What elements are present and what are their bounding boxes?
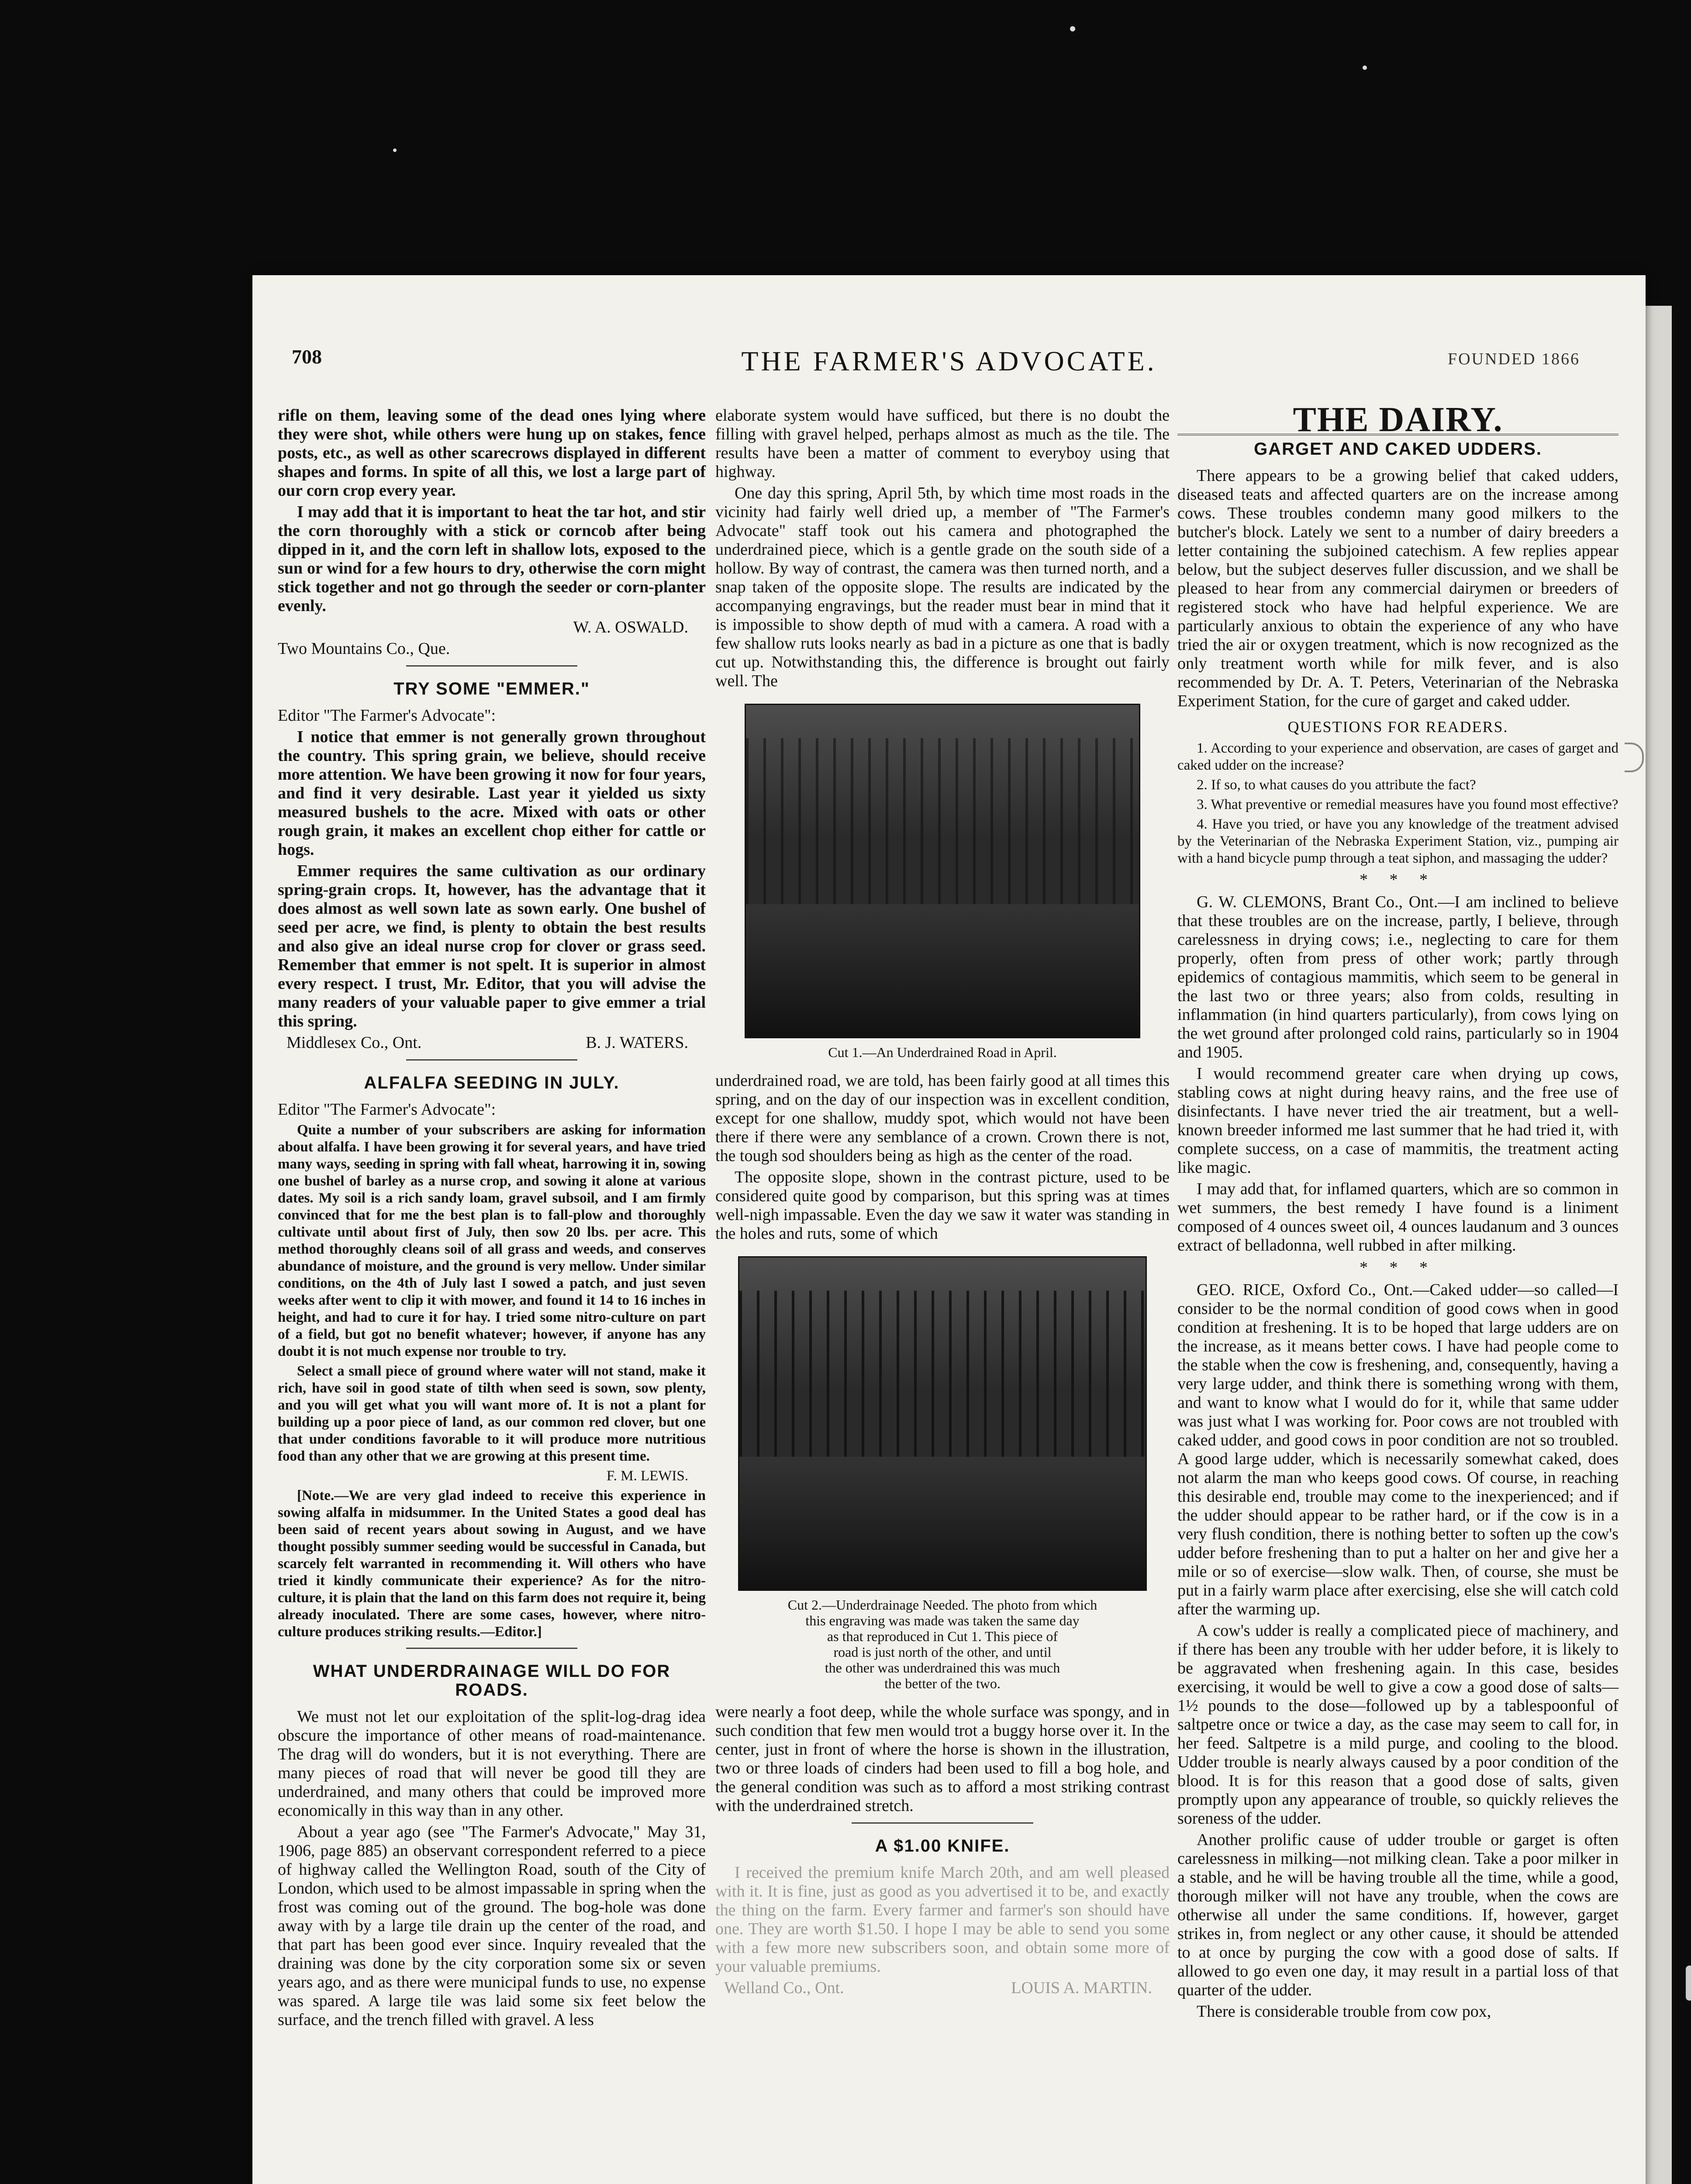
heading-alfalfa: ALFALFA SEEDING IN JULY. xyxy=(364,1073,620,1092)
questions-list xyxy=(1177,740,1619,867)
paragraph: One day this spring, April 5th, by which time most roads in the vicinity had fairly well dried up, a member of "The Farmer's Advocate" staff took out his camera and photographed the underdrained piece, which is a gentle grade on the south side of a hollow. By way of contrast, the camera was then turned north, and a snap taken of the opposite slope. The results are indicated by the accompanying engravings, but the reader must bear in mind that it is impossible to show depth of mud with a camera. A road with a few shallow ruts looks nearly as bad in a picture as one that is badly cut up. Notwithstanding this, the difference is brought out fairly well. The xyxy=(715,484,1170,690)
photo-caption xyxy=(715,1044,1170,1060)
paragraph: I may add that it is important to heat the tar hot, and stir the corn thoroughly with a stick or corncob after being dipped in it, and the corn left in shallow lots, exposed to the sun or wind for a few hours to dry, otherwise the corn might stick together and not go through the seeder or corn-planter evenly. xyxy=(278,503,706,615)
paragraph: A cow's udder is really a complicated piece of machinery, and if there has been any trouble with her udder before, it is likely to be aggravated when freshening again. In this case, besides exercising, it would be well to give a cow a good dose of salts—1½ pounds to the dose—followed up by a tablespoonful of saltpetre once or twice a day, as the case may seem to call for, in her feed. Saltpetre is a mild purge, and cooling to the blood. Udder trouble is nearly always caused by a poor condition of the blood. It is for this reason that a good dose of salts, given promptly upon any appearance of trouble, so quickly relieves the soreness of the udder. xyxy=(1177,1621,1619,1828)
caption-line: the better of the two. xyxy=(884,1676,1001,1691)
paragraph: I may add that, for inflamed quarters, which are so common in wet summers, the best remedy I have found is a liniment composed of 4 ounces sweet oil, 4 ounces laudanum and 3 ounces extract of belladonna, well rubbed in after milking. xyxy=(1177,1180,1619,1254)
paragraph: were nearly a foot deep, while the whole surface was spongy, and in such condition that few men would trot a buggy horse over it. In the center, just in front of where the horse is shown in the illustration, two or three loads of cinders had been used to fill a bog hole, and the general condition was such as to afford a most striking contrast with the underdrained stretch. xyxy=(715,1703,1170,1815)
signature-place: Middlesex Co., Ont. xyxy=(286,1033,422,1052)
signature-row xyxy=(278,1033,706,1052)
film-speck xyxy=(1070,26,1075,31)
page-title: THE FARMER'S ADVOCATE. xyxy=(741,346,1157,377)
road-photo-cut-2 xyxy=(738,1256,1147,1591)
heading-underdrainage: WHAT UNDERDRAINAGE WILL DO FOR ROADS. xyxy=(313,1662,671,1700)
paragraph: There appears to be a growing belief that caked udders, diseased teats and affected quarters are on the increase among cows. These troubles condemn many good milkers to the butcher's block. Lately we sent to a number of dairy breeders a letter containing the subjoined catechism. A few replies appear below, but the subject deserves fuller discussion, and we shall be pleased to hear from any commercial dairymen or breeders of registered stock who have had helpful experience. We are particularly anxious to obtain the experience of any who have tried the air or oxygen treatment, which is now recognized as the only treatment worth while for milk fever, and is also recommended by Dr. A. T. Peters, Veterinarian of the Nebraska Experiment Station, for the cure of garget and caked udder. xyxy=(1177,467,1619,710)
signature: LOUIS A. MARTIN. xyxy=(1011,1979,1152,1997)
editor-salutation: Editor "The Farmer's Advocate": xyxy=(278,706,496,725)
paragraph: I would recommend greater care when drying up cows, stabling cows at night during heavy rains, and the free use of disinfectants. I have never tried the air treatment, but a well-known breeder informed me last summer that he had tried it, with complete success, on a case of mammitis, the treatment acting like magic. xyxy=(1177,1064,1619,1177)
founded-note: FOUNDED 1866 xyxy=(1447,350,1580,368)
editor-note: [Note.—We are very glad indeed to receive this experience in sowing alfalfa in midsummer. In the United States a good deal has been said of recent years about sowing in August, and we have thought possibly summer seeding would be successful in Canada, but scarcely felt warranted in recommending it. Will others who have tried it kindly communicate their experience? As for the nitro-culture, it is plain that the land on this farm does not require it, being already inoculated. There are some cases, however, where nitro-culture produces striking results.—Editor.] xyxy=(278,1488,706,1640)
film-speck xyxy=(1363,66,1367,70)
question: 3. What preventive or remedial measures have you found most effective? xyxy=(1197,797,1619,812)
signature: W. A. OSWALD. xyxy=(573,618,688,636)
heading-garget: GARGET AND CAKED UDDERS. xyxy=(1254,439,1542,459)
question: 1. According to your experience and observation, are cases of garget and caked udder on the increase? xyxy=(1177,740,1619,773)
road-photo-cut-1 xyxy=(745,704,1140,1038)
paragraph: We must not let our exploitation of the split-log-drag idea obscure the importance of other means of road-maintenance. The drag will do wonders, but it is not everything. There are many pieces of road that will never be good till they are underdrained, and many others that could be improved more economically in this way than in any other. xyxy=(278,1707,706,1820)
paragraph: GEO. RICE, Oxford Co., Ont.—Caked udder—so called—I consider to be the normal condition of good cows when in good condition at freshening. It is to be hoped that large udders are on the increase, as it means better cows. I have had people come to the stable when the cow is freshening, and, consequently, having a very large udder, and think there is something wrong with them, and want to know what I would do for it, while that same udder was just what I was working for. Poor cows are not troubled with caked udder, and good cows in poor condition are not so troubled. A good large udder, which is necessarily somewhat caked, does not alarm the man who keeps good cows. Of course, in reaching this desirable end, trouble may come to the inexperienced; and if the udder should appear to be rather hard, or if the cow is in a very flush condition, there is nothing better to soften up the cow's udder before freshening than to put a halter on her and give her a mile or so of exercise—slow walk. Then, of course, she must be put in a fairly warm place after exercising, else she will catch cold after the warming up. xyxy=(1177,1281,1619,1618)
caption-line: this engraving was made was taken the same day xyxy=(805,1613,1080,1628)
signature: F. M. LEWIS. xyxy=(606,1468,688,1484)
heading-emmer: TRY SOME "EMMER." xyxy=(393,679,590,698)
signature: B. J. WATERS. xyxy=(586,1033,688,1052)
page-clip-mark xyxy=(1686,1966,1691,2001)
signature-place: Welland Co., Ont. xyxy=(724,1979,844,1997)
paragraph: About a year ago (see "The Farmer's Advocate," May 31, 1906, page 885) an observant correspondent referred to a piece of highway called the Wellington Road, south of the City of London, which used to be almost impassable in spring when the frost was coming out of the ground. The bog-hole was done away with by a large tile drain up the center of the road, and that part has been good ever since. Inquiry revealed that the draining was done by the city corporation some six or seven years ago, and as there were municipal funds to use, no expense was spared. A large tile was laid some six feet below the surface, and the trench filled with gravel. A less xyxy=(278,1823,706,2029)
page-number: 708 xyxy=(292,346,322,368)
section-stars: * * * xyxy=(1360,871,1436,889)
paragraph: I received the premium knife March 20th, and am well pleased with it. It is fine, just as good as you advertised it to be, and exactly the thing on the farm. Every farmer and farmer's son should have one. They are worth $1.50. I hope I may be able to send you some with a few more new subscribers soon, and obtain some more of your valuable premiums. xyxy=(715,1863,1170,1976)
film-speck xyxy=(393,149,397,152)
caption-line: the other was underdrained this was much xyxy=(825,1660,1060,1676)
divider xyxy=(406,1059,577,1061)
paragraph: elaborate system would have sufficed, but there is no doubt the filling with gravel helped, perhaps almost as much as the tile. The results have been a matter of comment to everyboy using that highway. xyxy=(715,406,1170,481)
paragraph: Emmer requires the same cultivation as our ordinary spring-grain crops. It, however, has the advantage that it does almost as well sown late as sown early. One bushel of seed per acre, we find, is plenty to obtain the best results and also give an ideal nurse crop for clover or grass seed. Remember that emmer is not spelt. It is superior in almost every respect. I trust, Mr. Editor, that you will advise the many readers of your valuable paper to give emmer a trial this spring. xyxy=(278,862,706,1030)
paragraph: Select a small piece of ground where water will not stand, make it rich, have soil in good state of tilth when seed is sown, sow plenty, and you will get what you will want more of. It is not a plant for building up a poor piece of land, as our common red clover, but one that under conditions favorable to it will produce more nutritious food than any other that we are growing at this present time. xyxy=(278,1363,706,1464)
question: 2. If so, to what causes do you attribute the fact? xyxy=(1197,777,1476,793)
photo-caption xyxy=(715,1597,1170,1691)
caption-line: road is just north of the other, and until xyxy=(833,1644,1052,1660)
paragraph: Quite a number of your subscribers are asking for information about alfalfa. I have been growing it for several years, and have tried many ways, seeding in spring with fall wheat, harrowing it in, sowing one bushel of barley as a nurse crop, and sowing it alone at various dates. My soil is a rich sandy loam, gravel subsoil, and I am firmly convinced that for me the best plan is to fall-plow and thoroughly cultivate until about first of July, then sow 20 lbs. per acre. This method thoroughly cleans soil of all grass and weeds, and conserves abundance of moisture, and the ground is very mellow. Under similar conditions, on the 4th of July last I sowed a patch, and just seven weeks after went to clip it with mower, and found it 14 to 16 inches in height, and had to cure it for hay. I tried some nitro-culture on part of a field, but got no benefit whatever; however, if anyone has any doubt it is not much expense nor trouble to try. xyxy=(278,1122,706,1359)
column-2 xyxy=(715,406,1170,2001)
divider xyxy=(852,1822,1033,1824)
divider xyxy=(406,665,577,667)
page-edge xyxy=(1646,306,1672,2184)
heading-questions: QUESTIONS FOR READERS. xyxy=(1287,718,1508,736)
question: 4. Have you tried, or have you any knowledge of the treatment advised by the Veterinarian of the Nebraska Experiment Station, viz., pumping air with a hand bicycle pump through a teat siphon, and massaging the udder? xyxy=(1177,816,1619,866)
paragraph: rifle on them, leaving some of the dead ones lying where they were shot, while others were hung up on stakes, fence posts, etc., as well as other scarecrows displayed in different shapes and forms. In spite of all this, we lost a large part of our corn crop every year. xyxy=(278,406,706,500)
newspaper-page xyxy=(252,275,1646,2184)
page-header xyxy=(252,345,1646,380)
paragraph: G. W. CLEMONS, Brant Co., Ont.—I am inclined to believe that these troubles are on the increase, partly, I believe, through carelessness in drying cows; i.e., neglecting to care for them properly, often from press of other work; partly through epidemics of contagious mammitis, which seem to be general in the last two or three years; also from colds, resulting in inflammation (in hind quarters particularly), from cows lying on the wet ground after prolonged cold rains, particularly so in 1904 and 1905. xyxy=(1177,893,1619,1061)
divider xyxy=(406,1648,577,1649)
caption-line: as that reproduced in Cut 1. This piece of xyxy=(827,1628,1058,1644)
paragraph: I notice that emmer is not generally grown throughout the country. This spring grain, we believe, should receive more attention. We have been growing it now for four years, and find it very desirable. Last year it yielded us sixty measured bushels to the acre. Mixed with oats or other rough grain, it makes an excellent chop either for cattle or hogs. xyxy=(278,728,706,859)
paragraph: underdrained road, we are told, has been fairly good at all times this spring, and on the day of our inspection was in excellent condition, except for one shallow, muddy spot, which would not have been there if there were any semblance of a crown. Crown there is not, the tough sod shoulders being as high as the center of the road. xyxy=(715,1071,1170,1165)
alfalfa-body xyxy=(278,1122,706,1641)
column-3 xyxy=(1177,401,1619,2024)
section-stars: * * * xyxy=(1360,1258,1436,1277)
paragraph: The opposite slope, shown in the contrast picture, used to be considered quite good by comparison, but this spring was at times well-nigh impassable. Even the day we saw it water was standing in the holes and ruts, some of which xyxy=(715,1168,1170,1243)
signature-place: Two Mountains Co., Que. xyxy=(278,639,450,658)
caption-line: Cut 1.—An Underdrained Road in April. xyxy=(828,1044,1057,1060)
column-1 xyxy=(278,406,706,2032)
signature-row xyxy=(715,1979,1170,1997)
department-heading: THE DAIRY. xyxy=(1293,401,1503,439)
paragraph: Another prolific cause of udder trouble or garget is often carelessness in milking—not milking clean. Take a poor milker in a stable, and he will be having trouble all the time, while a good, thorough milker will not have any trouble, when the cows are otherwise all under the same conditions. If, however, garget strikes in, from neglect or any other cause, it should be attended to at once by purging the cow with a good dose of salts. If allowed to go even one day, it may result in a partial loss of that quarter of the udder. xyxy=(1177,1831,1619,1999)
heading-knife: A $1.00 KNIFE. xyxy=(875,1836,1010,1856)
editor-salutation: Editor "The Farmer's Advocate": xyxy=(278,1100,496,1119)
caption-line: Cut 2.—Underdrainage Needed. The photo from which xyxy=(787,1597,1097,1613)
paragraph: There is considerable trouble from cow pox, xyxy=(1197,2002,1491,2021)
